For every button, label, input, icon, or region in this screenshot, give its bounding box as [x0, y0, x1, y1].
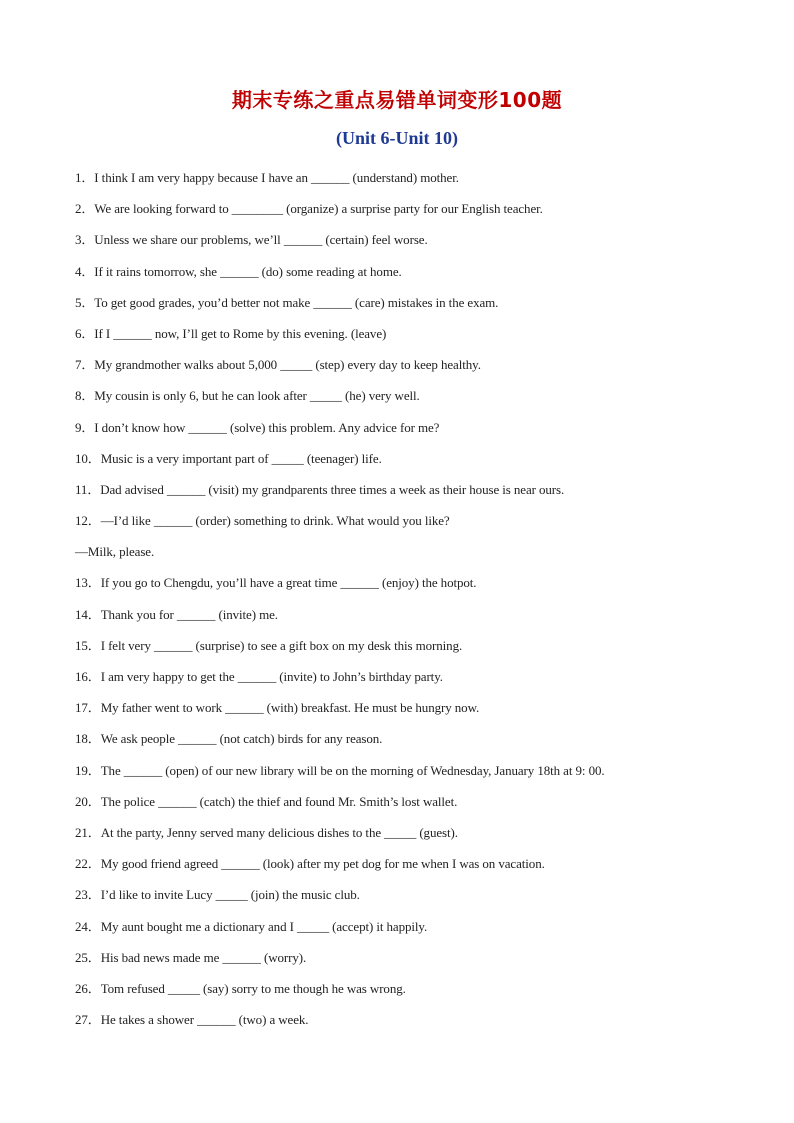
question-item: 16．I am very happy to get the ______ (invite) to John’s birthday party.	[75, 669, 443, 684]
question-item: 20．The police ______ (catch) the thief and found Mr. Smith’s lost wallet.	[75, 793, 458, 809]
question-item: 9．I don’t know how ______ (solve) this problem. Any advice for me?	[75, 419, 440, 435]
question-item: 17．My father went to work ______ (with) breakfast. He must be hungry now.	[75, 700, 480, 716]
question-item: 12．—I’d like ______ (order) something to drink. What would you like?	[75, 513, 450, 529]
question-item: 11．Dad advised ______ (visit) my grandparents three times a week as their house is near ours.	[75, 481, 565, 497]
question-item: 14．Thank you for ______ (invite) me.	[75, 606, 278, 622]
question-item: 5．To get good grades, you’d better not make ______ (care) mistakes in the exam.	[75, 294, 499, 310]
question-item: 10．Music is a very important part of _____ (teenager) life.	[75, 450, 382, 466]
question-item: 1．I think I am very happy because I have an ______ (understand) mother.	[75, 170, 459, 185]
question-item: 7．My grandmother walks about 5,000 _____ (step) every day to keep healthy.	[75, 357, 481, 373]
question-item: 15．I felt very ______ (surprise) to see a gift box on my desk this morning.	[75, 637, 463, 653]
question-item: 22．My good friend agreed ______ (look) after my pet dog for me when I was on vacation.	[75, 856, 545, 872]
question-item: 4．If it rains tomorrow, she ______ (do) some reading at home.	[75, 263, 402, 279]
question-item: 26．Tom refused _____ (say) sorry to me though he was wrong.	[75, 980, 406, 996]
question-item: 27．He takes a shower ______ (two) a week.	[75, 1012, 309, 1028]
question-item: 13．If you go to Chengdu, you’ll have a great time ______ (enjoy) the hotpot.	[75, 575, 477, 591]
question-item: 24．My aunt bought me a dictionary and I _____ (accept) it happily.	[75, 918, 428, 934]
page-subtitle: (Unit 6-Unit 10)	[336, 128, 458, 148]
question-item: 25．His bad news made me ______ (worry).	[75, 949, 307, 965]
question-item: 6．If I ______ now, I’ll get to Rome by this evening. (leave)	[75, 325, 387, 341]
question-item: 21．At the party, Jenny served many delicious dishes to the _____ (guest).	[75, 824, 458, 840]
question-item: 18．We ask people ______ (not catch) birds for any reason.	[75, 731, 383, 747]
question-item: 19．The ______ (open) of our new library will be on the morning of Wednesday, January 18th at 9: 00.	[75, 762, 605, 778]
question-item: 2．We are looking forward to ________ (organize) a surprise party for our English teacher.	[75, 201, 543, 217]
question-item: 3．Unless we share our problems, we’ll ______ (certain) feel worse.	[75, 232, 428, 248]
question-item: 8．My cousin is only 6, but he can look after _____ (he) very well.	[75, 388, 420, 404]
page-title: 期末专练之重点易错单词变形100题	[231, 88, 563, 112]
question-item: 23．I’d like to invite Lucy _____ (join) the music club.	[75, 887, 360, 903]
question-list	[75, 162, 765, 1035]
question-item: —Milk, please.	[75, 544, 155, 560]
